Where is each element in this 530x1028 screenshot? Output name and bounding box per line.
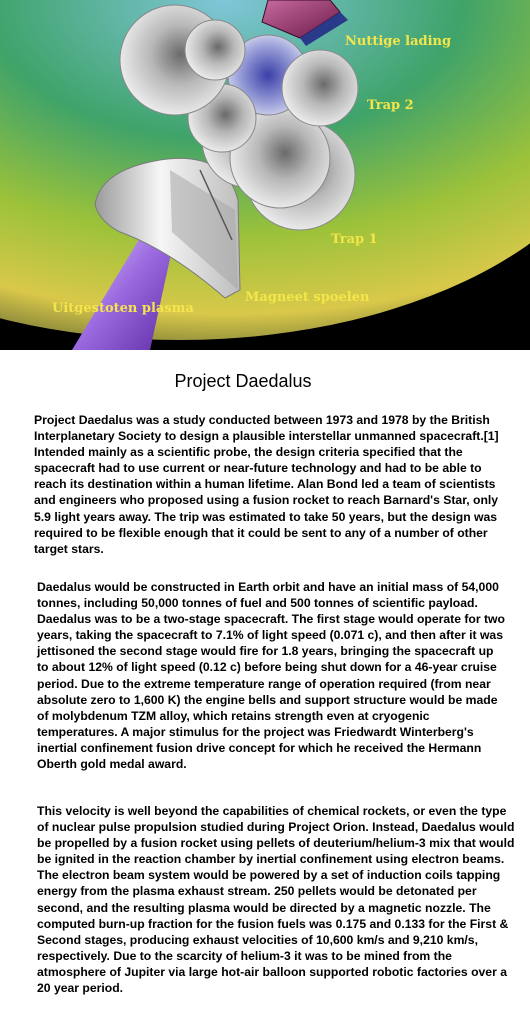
label-payload: Nuttige lading [345, 34, 452, 49]
label-plasma: Uitgestoten plasma [52, 301, 194, 316]
paragraph: Daedalus would be constructed in Earth orbit and have an initial mass of 54,000 tonnes, including 50,000 tonnes of fuel and 500 tonnes of scientific payload. Daedalus was to be a two-stage spacecraft. The first stage would operate for two years, taking the spacecraft to 7.1% of light speed (0.071 c), and then after it was jettisoned the second stage would fire for 1.8 years, bringing the spacecraft up to about 12% of light speed (0.12 c) before being shut down for a 46-year cruise period. Due to the extreme temperature range of operation required (from near absolute zero to 1,600 K) the engine bells and support structure would be made of molybdenum TZM alloy, which retains strength even at cryogenic temperatures. A major stimulus for the project was Friedwardt Winterberg's inertial confinement fusion drive concept for which he received the Hermann Oberth gold medal award. [37, 580, 505, 772]
label-coils: Magneet spoelen [245, 290, 370, 305]
paragraph: Project Daedalus was a study conducted between 1973 and 1978 by the British Interplanetary Society to design a plausible interstellar unmanned spacecraft.[1] Intended mainly as a scientific probe, the design criteria specified that the spacecraft had to use current or near-future technology and had to be able to reach its destination within a human lifetime. Alan Bond led a team of scientists and engineers who proposed using a fusion rocket to reach Barnard's Star, only 5.9 light years away. The trip was estimated to take 50 years, but the design was required to be flexible enough that it could be sent to any of a number of other target stars. [34, 413, 499, 556]
paragraph: This velocity is well beyond the capabilities of chemical rockets, or even the type of nuclear pulse propulsion studied during Project Orion. Instead, Daedalus would be propelled by a fusion rocket using pellets of deuterium/helium-3 mix that would be ignited in the reaction chamber by inertial confinement using electron beams. The electron beam system would be powered by a set of induction coils tapping energy from the plasma exhaust stream. 250 pellets would be detonated per second, and the resulting plasma would be directed by a magnetic nozzle. The computed burn-up fraction for the fusion fuels was 0.175 and 0.133 for the First & Second stages, producing exhaust velocities of 10,600 km/s and 9,210 km/s, respectively. Due to the scarcity of helium-3 it was to be mined from the atmosphere of Jupiter via large hot-air balloon supported robotic factories over a 20 year period. [37, 804, 515, 996]
label-stage1: Trap 1 [331, 232, 378, 247]
page-title: Project Daedalus [174, 371, 312, 391]
label-stage2: Trap 2 [367, 98, 414, 113]
daedalus-illustration [0, 0, 530, 350]
